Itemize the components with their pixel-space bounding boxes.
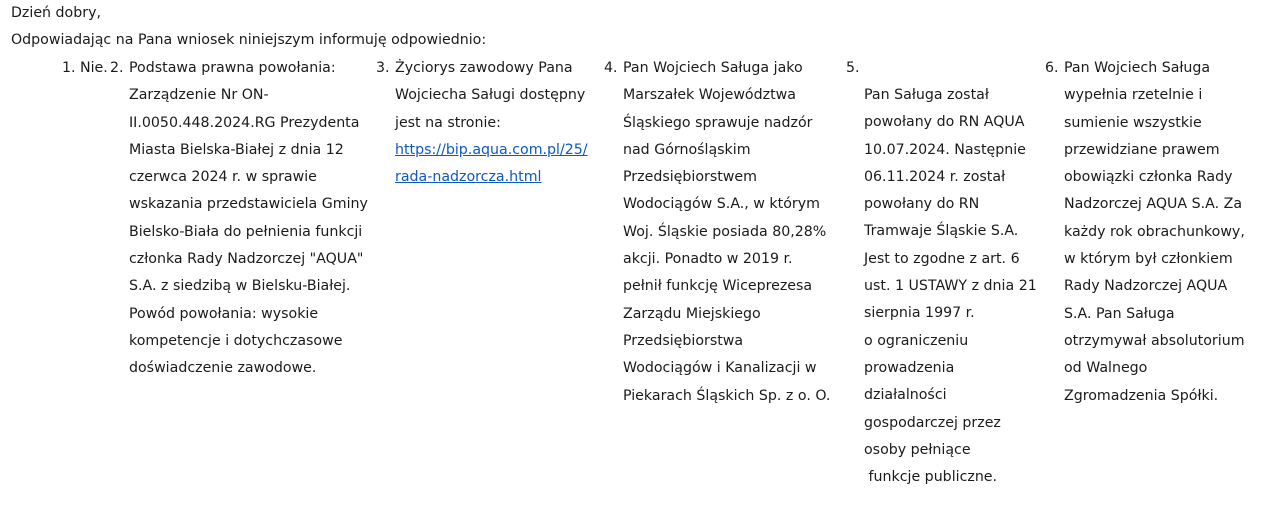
item-2-line: czerwca 2024 r. w sprawie — [129, 169, 317, 186]
cv-link[interactable]: https://bip.aqua.com.pl/25/ — [395, 141, 588, 158]
item-2-line: kompetencje i dotychczasowe — [129, 332, 343, 349]
item-4-text — [623, 55, 830, 410]
item-2-line: Powód powołania: wysokie — [129, 305, 319, 322]
item-5-line: powołany do RN AQUA — [864, 114, 1025, 131]
item-4-line: Wodociągów i Kanalizacji w — [623, 360, 817, 377]
item-2-line: S.A. z siedzibą w Bielsku-Białej. — [129, 278, 351, 295]
item-4-line: Śląskiego sprawuje nadzór — [623, 114, 813, 131]
item-2-line: Zarządzenie Nr ON- — [129, 87, 269, 104]
item-5-marker: 5. — [846, 60, 860, 76]
item-2-marker: 2. — [110, 60, 124, 76]
item-5-line: 06.11.2024 r. został — [864, 168, 1006, 185]
item-5-line: działalności — [864, 387, 947, 404]
item-1-text — [80, 55, 108, 82]
item-6-marker: 6. — [1045, 60, 1059, 76]
item-2-line: wskazania przedstawiciela Gminy — [129, 196, 368, 213]
item-3-line: Wojciecha Saługi dostępny — [395, 87, 586, 104]
item-6-line: każdy rok obrachunkowy, — [1064, 223, 1245, 240]
item-5-line: sierpnia 1997 r. — [864, 305, 975, 322]
item-6-line: obowiązki członka Rady — [1064, 169, 1233, 186]
item-1-marker: 1. — [62, 60, 76, 76]
item-5-line: Pan Saługa został — [864, 87, 989, 103]
item-4-line: pełnił funkcję Wiceprezesa — [623, 278, 813, 295]
item-5-line: Jest to zgodne z art. 6 — [864, 250, 1020, 267]
item-5-text — [864, 82, 1037, 491]
item-5-line: gospodarczej przez — [864, 414, 1001, 431]
cv-link-line — [395, 164, 588, 191]
item-4-line: Przedsiębiorstwa — [623, 332, 744, 349]
item-4-line: akcji. Ponadto w 2019 r. — [623, 251, 793, 268]
item-2-line: Bielsko-Biała do pełnienia funkcji — [129, 223, 363, 240]
cv-link-line — [395, 137, 588, 164]
item-2-line: członka Rady Nadzorczej "AQUA" — [129, 251, 364, 268]
item-6-line: Pan Wojciech Saługa — [1064, 60, 1211, 76]
item-3-marker: 3. — [376, 60, 390, 76]
item-2-line: Podstawa prawna powołania: — [129, 60, 336, 76]
item-5-line: Tramwaje Śląskie S.A. — [864, 223, 1019, 240]
item-5-line: powołany do RN — [864, 196, 980, 213]
item-6-line: sumienie wszystkie — [1064, 114, 1202, 131]
item-5-line: ust. 1 USTAWY z dnia 21 — [864, 278, 1037, 295]
item-3-line: jest na stronie: — [395, 114, 501, 131]
item-3-text — [395, 55, 588, 191]
item-4-line: Piekarach Śląskich Sp. z o. O. — [623, 387, 831, 404]
item-6-line: od Walnego — [1064, 360, 1148, 377]
greeting: Dzień dobry, — [11, 5, 101, 21]
item-6-line: w którym był członkiem — [1064, 251, 1233, 268]
item-5-line: o ograniczeniu — [864, 332, 969, 349]
item-4-marker: 4. — [604, 60, 618, 76]
item-5-line: 10.07.2024. Następnie — [864, 141, 1026, 158]
item-4-line: nad Górnośląskim — [623, 141, 751, 158]
item-5-line: funkcje publiczne. — [864, 469, 998, 486]
item-5-line: prowadzenia — [864, 359, 955, 376]
cv-link[interactable]: rada-nadzorcza.html — [395, 169, 542, 186]
item-2-line: II.0050.448.2024.RG Prezydenta — [129, 114, 360, 131]
item-4-line: Woj. Śląskie posiada 80,28% — [623, 223, 827, 240]
item-4-line: Zarządu Miejskiego — [623, 305, 761, 322]
item-6-line: Nadzorczej AQUA S.A. Za — [1064, 196, 1243, 213]
item-6-line: przewidziane prawem — [1064, 141, 1220, 158]
item-4-line: Wodociągów S.A., w którym — [623, 196, 820, 213]
item-6-line: S.A. Pan Saługa — [1064, 305, 1175, 322]
item-6-text — [1064, 55, 1245, 410]
item-6-line: wypełnia rzetelnie i — [1064, 87, 1203, 104]
item-5-line: osoby pełniące — [864, 441, 971, 458]
item-6-line: otrzymywał absolutorium — [1064, 332, 1245, 349]
item-1-line: Nie. — [80, 60, 108, 76]
item-6-line: Rady Nadzorczej AQUA — [1064, 278, 1228, 295]
item-4-line: Marszałek Województwa — [623, 87, 796, 104]
item-2-line: Miasta Bielska-Białej z dnia 12 — [129, 141, 344, 158]
item-3-line: Życiorys zawodowy Pana — [395, 60, 573, 76]
intro-text: Odpowiadając na Pana wniosek niniejszym informuję odpowiednio: — [11, 32, 487, 48]
item-2-line: doświadczenie zawodowe. — [129, 360, 317, 377]
item-6-line: Zgromadzenia Spółki. — [1064, 387, 1219, 404]
item-4-line: Pan Wojciech Saługa jako — [623, 60, 803, 76]
item-2-text — [129, 55, 368, 383]
item-4-line: Przedsiębiorstwem — [623, 169, 757, 186]
